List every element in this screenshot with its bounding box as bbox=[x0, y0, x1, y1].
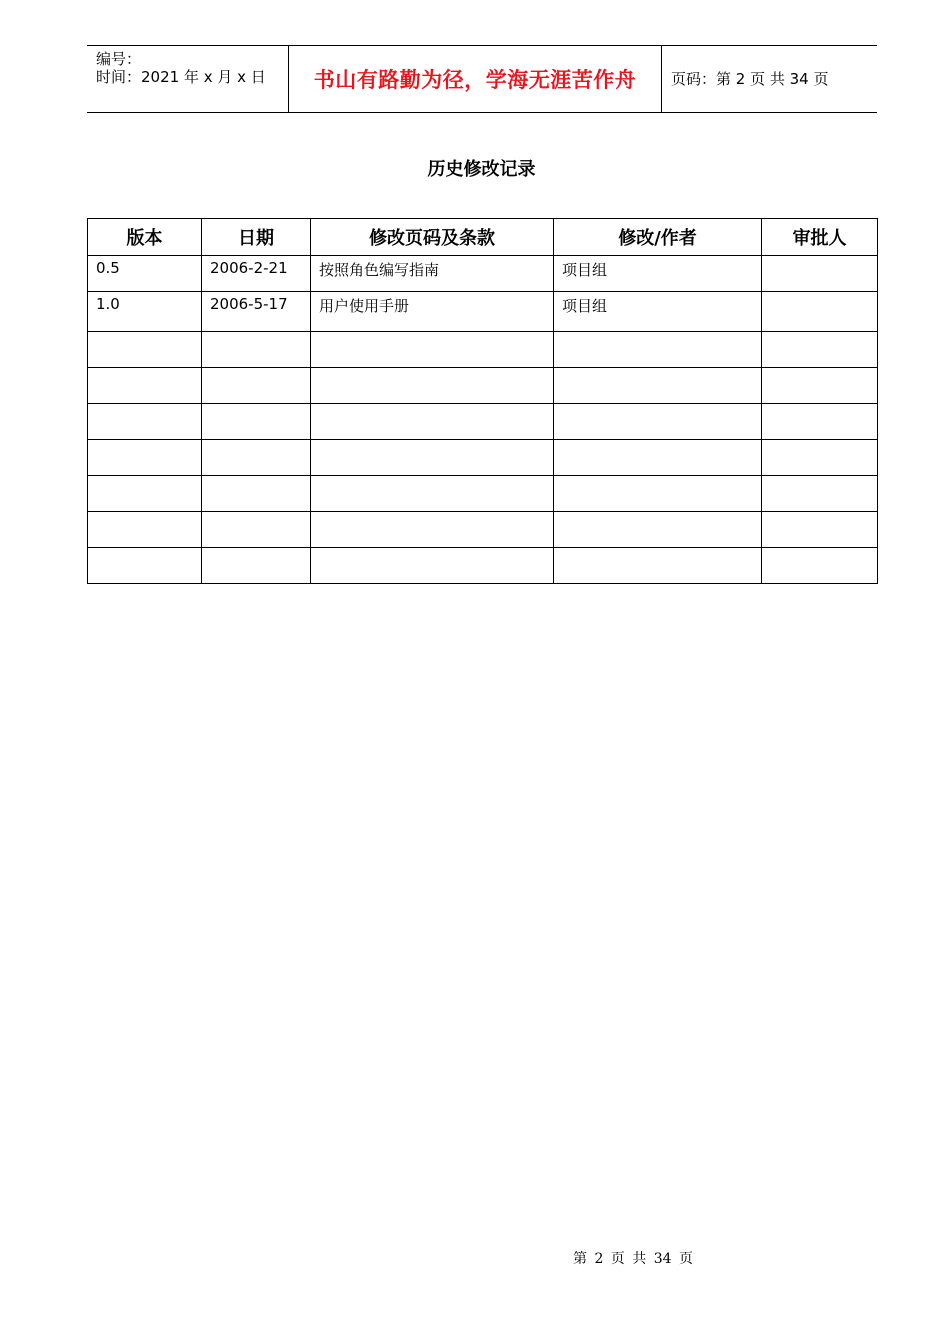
cell-version bbox=[88, 368, 202, 404]
cell-version bbox=[88, 476, 202, 512]
cell-date: 2006-2-21 bbox=[202, 256, 311, 292]
cell-date: 2006-5-17 bbox=[202, 292, 311, 332]
table-row bbox=[88, 440, 878, 476]
table-row bbox=[88, 404, 878, 440]
table-row bbox=[88, 292, 878, 332]
cell-modifier-author: 项目组 bbox=[554, 256, 762, 292]
table-row bbox=[88, 512, 878, 548]
cell-modifier-author bbox=[554, 368, 762, 404]
table-row bbox=[88, 548, 878, 584]
table-row bbox=[88, 332, 878, 368]
cell-date bbox=[202, 440, 311, 476]
page-header bbox=[87, 45, 877, 113]
cell-pages-clauses bbox=[311, 548, 554, 584]
cell-approver bbox=[762, 404, 878, 440]
header-page-info: 页码：第 2 页 共 34 页 bbox=[671, 70, 829, 88]
cell-modifier-author bbox=[554, 440, 762, 476]
cell-pages-clauses bbox=[311, 332, 554, 368]
cell-pages-clauses: 用户使用手册 bbox=[311, 292, 554, 332]
cell-approver bbox=[762, 476, 878, 512]
cell-pages-clauses bbox=[311, 476, 554, 512]
cell-date bbox=[202, 476, 311, 512]
page-footer: 第 2 页 共 34 页 bbox=[573, 1251, 693, 1267]
cell-date bbox=[202, 332, 311, 368]
cell-modifier-author bbox=[554, 548, 762, 584]
cell-modifier-author bbox=[554, 512, 762, 548]
cell-modifier-author bbox=[554, 404, 762, 440]
cell-version: 0.5 bbox=[88, 256, 202, 292]
cell-approver bbox=[762, 256, 878, 292]
cell-version bbox=[88, 440, 202, 476]
column-header-pages-clauses: 修改页码及条款 bbox=[311, 219, 554, 256]
cell-pages-clauses bbox=[311, 404, 554, 440]
column-header-date: 日期 bbox=[202, 219, 311, 256]
cell-pages-clauses bbox=[311, 368, 554, 404]
cell-modifier-author bbox=[554, 332, 762, 368]
cell-approver bbox=[762, 292, 878, 332]
table-row bbox=[88, 256, 878, 292]
cell-approver bbox=[762, 512, 878, 548]
cell-date bbox=[202, 404, 311, 440]
document-number-label: 编号： bbox=[96, 50, 142, 68]
page-title: 历史修改记录 bbox=[427, 159, 536, 180]
table-header-row bbox=[88, 219, 878, 256]
revision-history-table bbox=[87, 218, 878, 584]
cell-approver bbox=[762, 368, 878, 404]
cell-version bbox=[88, 404, 202, 440]
header-meta bbox=[87, 46, 288, 112]
cell-approver bbox=[762, 548, 878, 584]
cell-pages-clauses bbox=[311, 440, 554, 476]
cell-version bbox=[88, 548, 202, 584]
header-page-cell bbox=[662, 46, 877, 112]
table-row bbox=[88, 476, 878, 512]
column-header-approver: 审批人 bbox=[762, 219, 878, 256]
table-row bbox=[88, 368, 878, 404]
header-motto-cell bbox=[288, 46, 662, 112]
cell-version bbox=[88, 512, 202, 548]
cell-version: 1.0 bbox=[88, 292, 202, 332]
cell-pages-clauses bbox=[311, 512, 554, 548]
cell-date bbox=[202, 548, 311, 584]
cell-date bbox=[202, 512, 311, 548]
cell-modifier-author: 项目组 bbox=[554, 292, 762, 332]
cell-pages-clauses: 按照角色编写指南 bbox=[311, 256, 554, 292]
document-date-label: 时间：2021 年 x 月 x 日 bbox=[96, 68, 266, 86]
cell-modifier-author bbox=[554, 476, 762, 512]
cell-approver bbox=[762, 440, 878, 476]
column-header-version: 版本 bbox=[88, 219, 202, 256]
cell-date bbox=[202, 368, 311, 404]
column-header-modifier-author: 修改/作者 bbox=[554, 219, 762, 256]
header-motto: 书山有路勤为径，学海无涯苦作舟 bbox=[313, 68, 637, 92]
cell-approver bbox=[762, 332, 878, 368]
cell-version bbox=[88, 332, 202, 368]
